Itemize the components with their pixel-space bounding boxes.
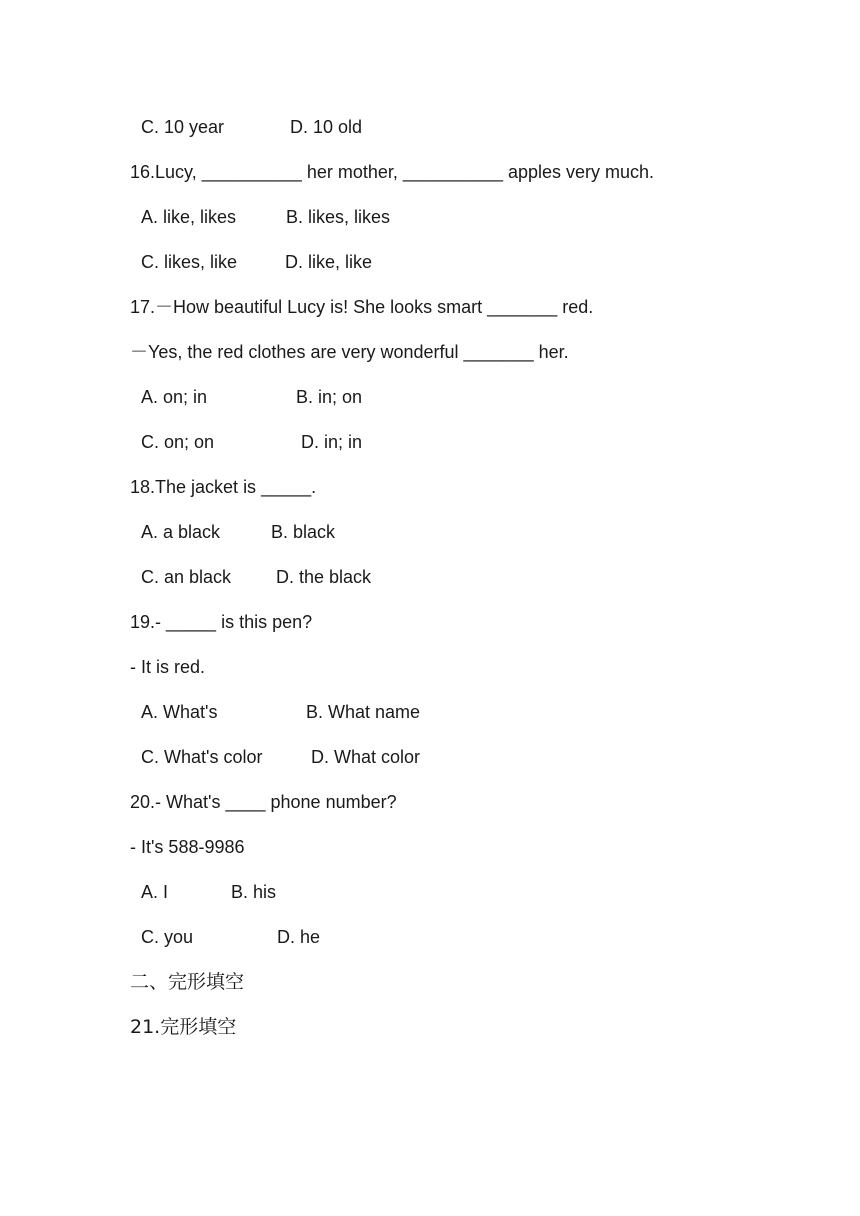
option-a: A. What's	[141, 702, 218, 722]
question-19-reply: - It is red.	[130, 657, 206, 677]
question-21: 21.完形填空	[130, 1016, 237, 1038]
option-c: C. you	[141, 927, 194, 947]
option-c: C. on; on	[141, 432, 215, 452]
q16-options-row-1	[141, 204, 391, 230]
option-b: B. in; on	[296, 387, 363, 407]
option-c: C. 10 year	[141, 117, 225, 137]
option-a: A. a black	[141, 522, 221, 542]
option-b: B. What name	[306, 702, 421, 722]
q20-options-row-2	[141, 924, 321, 950]
option-c: C. likes, like	[141, 252, 238, 272]
option-b: B. likes, likes	[286, 207, 391, 227]
option-b: B. black	[271, 522, 336, 542]
q15-options-row-2	[141, 114, 363, 140]
option-a: A. on; in	[141, 387, 208, 407]
q18-options-row-1	[141, 519, 336, 545]
option-d: D. like, like	[285, 252, 373, 272]
q17-options-row-1	[141, 384, 363, 410]
question-20: 20.- What's ____ phone number?	[130, 792, 397, 812]
question-18: 18.The jacket is _____.	[130, 477, 317, 497]
option-d: D. What color	[311, 747, 421, 767]
option-b: B. his	[231, 882, 277, 902]
question-17-reply: －Yes, the red clothes are very wonderful _______ her.	[130, 342, 569, 362]
question-19: 19.- _____ is this pen?	[130, 612, 313, 632]
q19-options-row-1	[141, 699, 421, 725]
option-c: C. What's color	[141, 747, 263, 767]
option-d: D. he	[277, 927, 321, 947]
q18-options-row-2	[141, 564, 372, 590]
q16-options-row-2	[141, 249, 373, 275]
option-a: A. I	[141, 882, 169, 902]
option-d: D. 10 old	[290, 117, 363, 137]
option-d: D. the black	[276, 567, 372, 587]
question-20-reply: - It's 588-9986	[130, 837, 245, 857]
q19-options-row-2	[141, 744, 421, 770]
section-heading: 二、完形填空	[130, 971, 245, 993]
question-17: 17.－How beautiful Lucy is! She looks smart _______ red.	[130, 297, 594, 317]
option-c: C. an black	[141, 567, 232, 587]
option-d: D. in; in	[301, 432, 363, 452]
q17-options-row-2	[141, 429, 363, 455]
option-a: A. like, likes	[141, 207, 237, 227]
q20-options-row-1	[141, 879, 277, 905]
question-16: 16.Lucy, __________ her mother, __________ apples very much.	[130, 162, 655, 182]
